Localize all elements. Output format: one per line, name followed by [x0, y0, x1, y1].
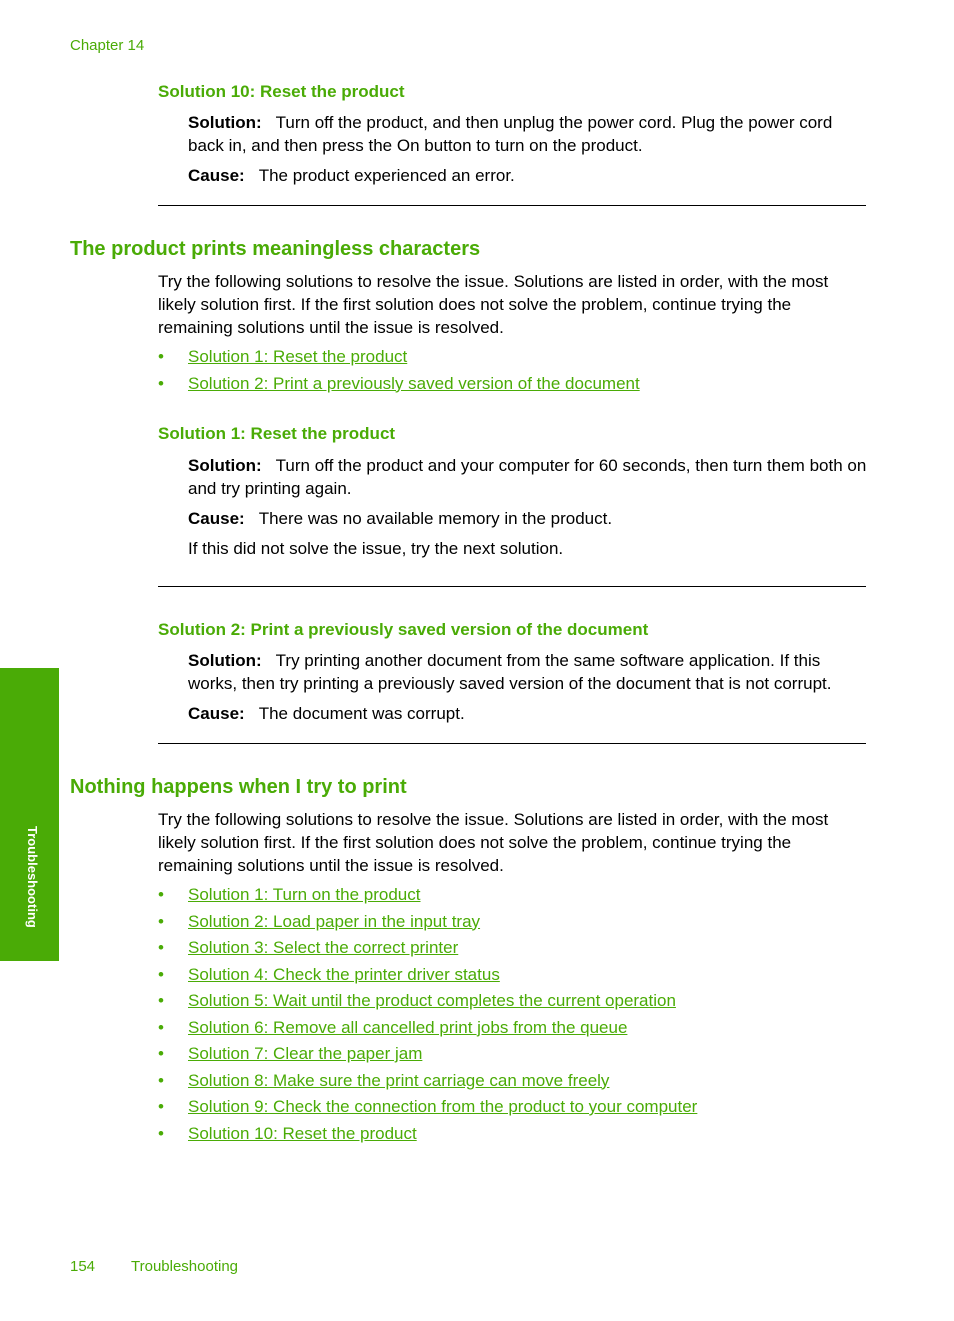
cause-label: Cause: — [188, 704, 245, 723]
solution-1-cause — [188, 507, 870, 530]
cause-text: The document was corrupt. — [258, 704, 465, 723]
solution-1-solution — [188, 454, 870, 500]
solution-text: Try printing another document from the same software application. If this works, then try printing a previously saved version of the document that is not corrupt. — [188, 651, 832, 693]
solution-label: Solution: — [188, 651, 262, 670]
cause-label: Cause: — [188, 509, 245, 528]
solution-link[interactable]: Solution 6: Remove all cancelled print jobs from the queue — [188, 1017, 628, 1037]
solution-link[interactable]: Solution 8: Make sure the print carriage can move freely — [188, 1070, 610, 1090]
solution-2-title: Solution 2: Print a previously saved version of the document — [158, 620, 649, 639]
bullet: • — [158, 1044, 164, 1063]
solution-1-title: Solution 1: Reset the product — [158, 424, 396, 443]
solution-label: Solution: — [188, 113, 262, 132]
side-tab-label: Troubleshooting — [25, 826, 40, 928]
solution-link[interactable]: Solution 4: Check the printer driver status — [188, 964, 500, 984]
next-solution-note: If this did not solve the issue, try the next solution. — [188, 539, 564, 558]
bullet: • — [158, 373, 164, 393]
section-heading-nothing-happens: Nothing happens when I try to print — [70, 776, 407, 798]
page-number: 154 — [70, 1258, 96, 1275]
bullet: • — [158, 885, 164, 904]
solution-10-title: Solution 10: Reset the product — [158, 82, 405, 101]
bullet: • — [158, 938, 164, 957]
solution-link[interactable]: Solution 5: Wait until the product completes the current operation — [188, 991, 676, 1010]
solution-label: Solution: — [188, 456, 262, 475]
section-divider — [158, 743, 866, 744]
solution-link[interactable]: Solution 10: Reset the product — [188, 1123, 417, 1143]
section-heading-meaningless: The product prints meaningless characters — [70, 238, 481, 260]
solution-2-cause — [188, 702, 870, 725]
bullet: • — [158, 991, 164, 1010]
section-intro: Try the following solutions to resolve the issue. Solutions are listed in order, with the most likely solution first. If the first solution does not solve the problem, continue trying the remaining solutions until the issue is resolved. — [158, 810, 829, 875]
cause-text: The product experienced an error. — [258, 166, 515, 185]
bullet: • — [158, 911, 164, 931]
solution-link[interactable]: Solution 1: Turn on the product — [188, 885, 421, 904]
bullet: • — [158, 347, 164, 366]
bullet: • — [158, 964, 164, 984]
solution-10-cause — [188, 164, 870, 187]
solution-link[interactable]: Solution 2: Load paper in the input tray — [188, 911, 481, 931]
section-divider — [158, 586, 866, 587]
bullet: • — [158, 1070, 164, 1090]
section-intro: Try the following solutions to resolve the issue. Solutions are listed in order, with the most likely solution first. If the first solution does not solve the problem, continue trying the remaining solutions until the issue is resolved. — [158, 272, 829, 337]
footer-section-title: Troubleshooting — [131, 1258, 239, 1275]
solution-link[interactable]: Solution 2: Print a previously saved version of the document — [188, 373, 640, 393]
solution-2-solution — [188, 649, 870, 695]
solution-text: Turn off the product, and then unplug the power cord. Plug the power cord back in, and then press the On button to turn on the product. — [188, 113, 833, 155]
bullet: • — [158, 1097, 164, 1116]
section-divider — [158, 205, 866, 206]
cause-text: There was no available memory in the product. — [258, 509, 613, 528]
solution-10-solution — [188, 111, 870, 157]
solution-link[interactable]: Solution 3: Select the correct printer — [188, 938, 459, 957]
chapter-label: Chapter 14 — [70, 37, 145, 54]
solution-text: Turn off the product and your computer for 60 seconds, then turn them both on and try printing again. — [188, 456, 867, 498]
bullet: • — [158, 1123, 164, 1143]
solution-link[interactable]: Solution 9: Check the connection from the product to your computer — [188, 1097, 698, 1116]
solution-link[interactable]: Solution 7: Clear the paper jam — [188, 1044, 423, 1063]
solution-link[interactable]: Solution 1: Reset the product — [188, 347, 408, 366]
cause-label: Cause: — [188, 166, 245, 185]
bullet: • — [158, 1017, 164, 1037]
